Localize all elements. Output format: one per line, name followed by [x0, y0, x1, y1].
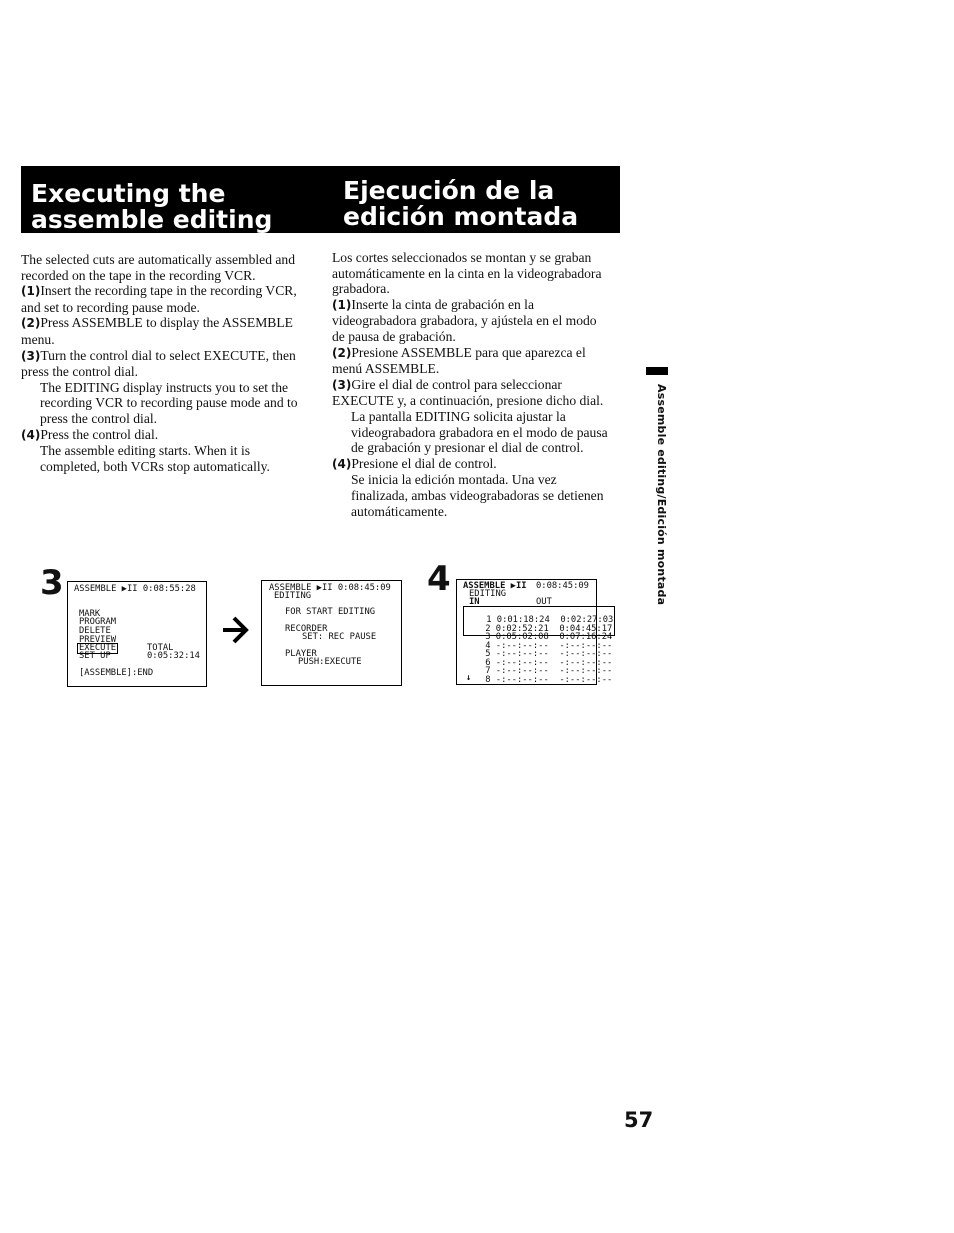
step-text: Insert the recording tape in the recording VCR, and set to recording pause mode.	[21, 283, 297, 315]
menu-item-delete: DELETE	[79, 626, 111, 636]
step-note: La pantalla EDITING solicita ajustar la videograbadora grabadora en el modo de pausa de grabación y presionar el dial de control.	[351, 408, 608, 456]
table-row	[464, 667, 612, 695]
english-step-2	[21, 315, 311, 347]
spanish-step-1	[332, 297, 612, 345]
section-tab-marker	[646, 367, 668, 375]
editing-progress-screen	[456, 579, 614, 686]
player-instruction: PUSH:EXECUTE	[298, 657, 362, 667]
step-note: Se inicia la edición montada. Una vez finalizada, ambas videograbadoras se detienen automáticamente.	[351, 472, 604, 519]
step-number: (4)	[21, 427, 41, 442]
step-text: Press ASSEMBLE to display the ASSEMBLE menu.	[21, 315, 293, 347]
column-out-header: OUT	[536, 597, 552, 607]
page-title-spanish	[343, 178, 613, 230]
english-step-1	[21, 283, 311, 315]
row-in: 0:02:52:21	[495, 624, 549, 635]
row-out: -:--:--:--	[559, 675, 613, 686]
screen-header: ASSEMBLE ▶II 0:08:55:28	[74, 584, 196, 594]
row-number: 8	[485, 675, 491, 686]
row-out: -:--:--:--	[559, 649, 613, 660]
player-label: PLAYER	[285, 649, 317, 659]
row-number: 6	[485, 658, 491, 669]
step-number: (1)	[332, 297, 352, 312]
row-number: 5	[485, 649, 491, 660]
row-number: 2	[485, 624, 491, 635]
screen-header: ASSEMBLE ▶II 0:08:45:09	[269, 583, 391, 593]
step-number: (3)	[21, 348, 41, 363]
step-note: The assemble editing starts. When it is completed, both VCRs stop automatically.	[40, 443, 270, 474]
spanish-step-4	[332, 456, 612, 519]
step-number: (3)	[332, 377, 352, 392]
screen-subtitle: EDITING	[469, 589, 507, 599]
step-text: Gire el dial de control para seleccionar EXECUTE y, a continuación, presione dicho dial.	[332, 376, 604, 409]
row-in: -:--:--:--	[495, 675, 549, 686]
step-number: (1)	[21, 284, 41, 299]
page-title-english	[31, 181, 311, 233]
assemble-menu-screen	[67, 581, 207, 687]
step-text: Presione el dial de control.	[351, 455, 497, 471]
row-in: -:--:--:--	[495, 641, 549, 652]
row-in: 0:05:02:08	[495, 632, 549, 643]
spanish-intro: Los cortes seleccionados se montan y se graban automáticamente en la cinta en la videograbadora grabadora.	[332, 250, 602, 297]
screen-footer: [ASSEMBLE]:END	[79, 668, 154, 678]
step-text: Inserte la cinta de grabación en la videograbadora grabadora, y ajústela en el modo de pausa de grabación.	[332, 296, 597, 344]
total-value: 0:05:32:14	[147, 651, 200, 661]
row-out: -:--:--:--	[559, 658, 613, 669]
row-out: 0:07:16:24	[559, 632, 613, 643]
english-intro: The selected cuts are automatically assembled and recorded on the tape in the recording VCR.	[21, 252, 296, 283]
title-en-line1: Executing the	[31, 179, 226, 208]
column-in-header: IN	[469, 597, 480, 607]
row-out: 0:02:27:03	[560, 615, 614, 626]
step-number: (2)	[21, 316, 41, 331]
english-step-3	[21, 348, 311, 427]
menu-item-mark: MARK	[79, 609, 101, 619]
instruction-line: FOR START EDITING	[285, 607, 376, 617]
spanish-step-3	[332, 377, 612, 456]
figure-number-3: 3	[40, 563, 64, 603]
step-text: Presione ASSEMBLE para que aparezca el menú ASSEMBLE.	[332, 344, 586, 377]
step-number: (2)	[332, 345, 352, 360]
english-step-4	[21, 427, 311, 475]
screen-subtitle: EDITING	[274, 591, 312, 601]
right-arrow-icon	[221, 613, 249, 647]
english-column	[21, 252, 311, 474]
row-out: -:--:--:--	[559, 641, 613, 652]
row-number: 1	[486, 615, 492, 626]
row-number: 3	[485, 632, 491, 643]
recorder-label: RECORDER	[285, 624, 328, 634]
figure-number-4: 4	[427, 559, 451, 599]
screen-time: 0:08:45:09	[536, 581, 589, 591]
page-number: 57	[624, 1108, 654, 1132]
spanish-column	[332, 250, 612, 519]
title-es-line2: edición montada	[343, 202, 579, 231]
section-side-label: Assemble editing/Edición montada	[655, 384, 668, 606]
editing-instruction-screen	[261, 580, 402, 686]
row-number: 7	[485, 666, 491, 677]
row-in: 0:01:18:24	[496, 615, 550, 626]
menu-item-program: PROGRAM	[79, 617, 117, 627]
row-in: -:--:--:--	[495, 666, 549, 677]
menu-item-preview: PREVIEW	[79, 635, 117, 645]
menu-item-setup: SET UP	[79, 651, 111, 661]
row-out: 0:04:45:17	[559, 624, 613, 635]
step-note: The EDITING display instructs you to set the recording VCR to recording pause mode and to press the control dial.	[40, 379, 298, 426]
scroll-down-arrow-icon: ↓	[466, 673, 472, 683]
title-es-line1: Ejecución de la	[343, 176, 555, 205]
spanish-step-2	[332, 345, 612, 377]
step-number: (4)	[332, 456, 352, 471]
row-out: -:--:--:--	[559, 666, 613, 677]
row-number: 4	[485, 641, 491, 652]
recorder-instruction: SET: REC PAUSE	[302, 632, 377, 642]
step-text: Turn the control dial to select EXECUTE, then press the control dial.	[21, 347, 296, 380]
title-en-line2: assemble editing	[31, 205, 273, 234]
step-text: Press the control dial.	[40, 426, 159, 442]
screen-header: ASSEMBLE ▶II	[463, 581, 527, 591]
menu-item-execute-selected: EXECUTE	[79, 643, 117, 653]
row-in: -:--:--:--	[495, 658, 549, 669]
row-in: -:--:--:--	[495, 649, 549, 660]
total-label: TOTAL	[147, 643, 174, 653]
